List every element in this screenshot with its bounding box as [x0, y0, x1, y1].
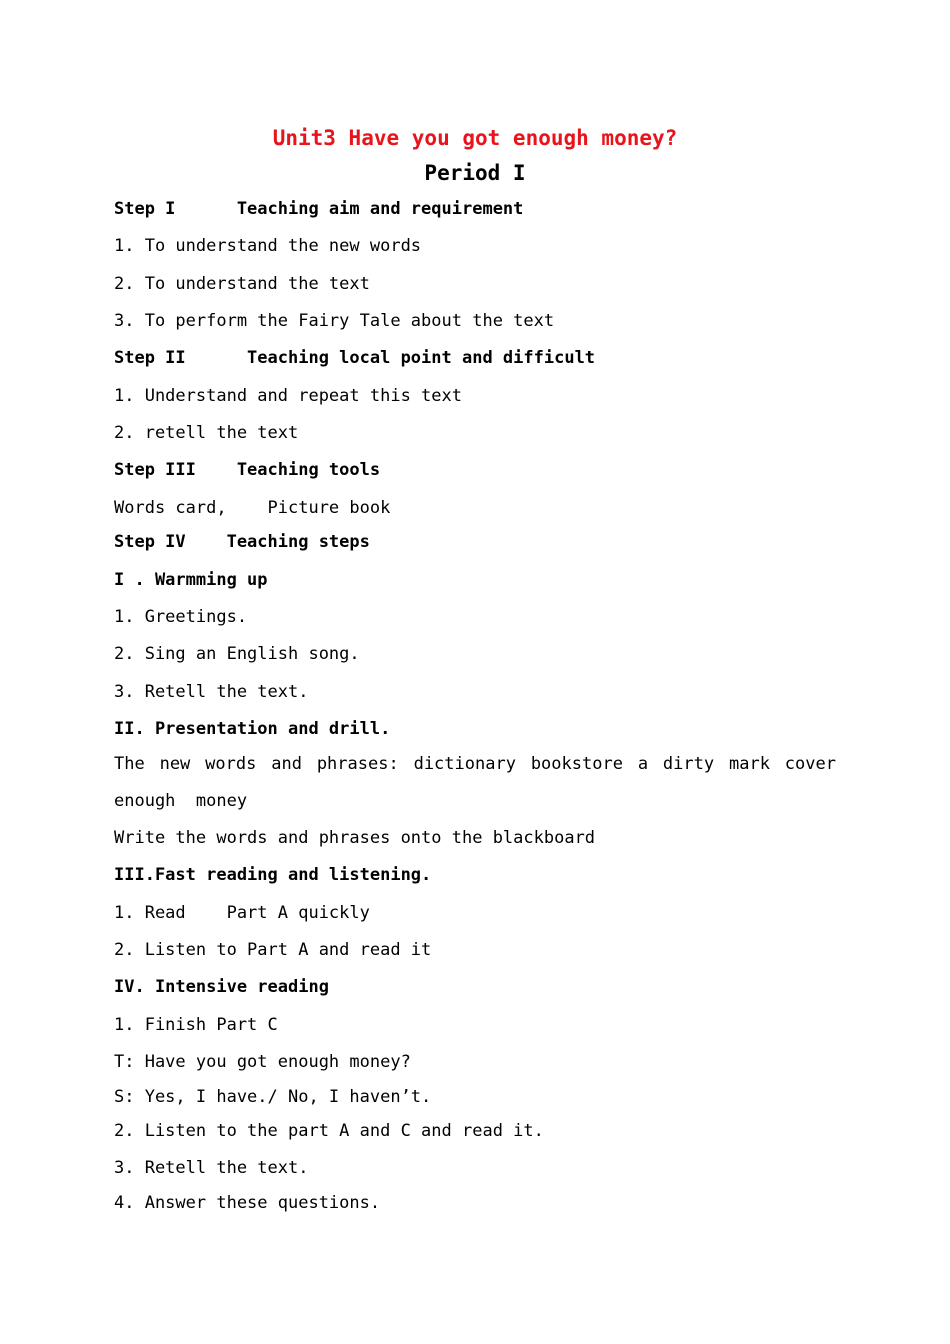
- step2-item-2: 2. retell the text: [114, 423, 299, 443]
- fast-reading-item-1: 1. Read Part A quickly: [114, 903, 370, 923]
- period-heading: Period I: [424, 161, 526, 185]
- intensive-item-3: S: Yes, I have./ No, I haven’t.: [114, 1087, 432, 1107]
- fast-reading-item-2: 2. Listen to Part A and read it: [114, 940, 432, 960]
- intensive-item-5: 3. Retell the text.: [114, 1158, 309, 1178]
- presentation-line-1: The new words and phrases: dictionary bookstore a dirty mark cover: [114, 754, 836, 774]
- presentation-line-2: enough money: [114, 791, 248, 811]
- warmup-heading: I . Warmming up: [114, 570, 268, 590]
- fast-reading-heading: III.Fast reading and listening.: [114, 865, 432, 885]
- intensive-item-4: 2. Listen to the part A and C and read it.: [114, 1121, 544, 1141]
- step1-item-1: 1. To understand the new words: [114, 236, 422, 256]
- step3-text: Words card, Picture book: [114, 498, 391, 518]
- warmup-item-3: 3. Retell the text.: [114, 682, 309, 702]
- intensive-heading: IV. Intensive reading: [114, 977, 329, 997]
- document-title: Unit3 Have you got enough money?: [272, 126, 678, 150]
- step3-heading: Step III Teaching tools: [114, 460, 381, 480]
- step4-heading: Step IV Teaching steps: [114, 532, 370, 552]
- warmup-item-1: 1. Greetings.: [114, 607, 248, 627]
- step1-item-2: 2. To understand the text: [114, 274, 370, 294]
- presentation-heading: II. Presentation and drill.: [114, 719, 391, 739]
- step2-item-1: 1. Understand and repeat this text: [114, 386, 462, 406]
- step1-heading: Step I Teaching aim and requirement: [114, 199, 524, 219]
- intensive-item-2: T: Have you got enough money?: [114, 1052, 411, 1072]
- warmup-item-2: 2. Sing an English song.: [114, 644, 360, 664]
- intensive-item-6: 4. Answer these questions.: [114, 1193, 381, 1213]
- step1-item-3: 3. To perform the Fairy Tale about the text: [114, 311, 555, 331]
- intensive-item-1: 1. Finish Part C: [114, 1015, 278, 1035]
- step2-heading: Step II Teaching local point and difficult: [114, 348, 596, 368]
- presentation-line-3: Write the words and phrases onto the blackboard: [114, 828, 596, 848]
